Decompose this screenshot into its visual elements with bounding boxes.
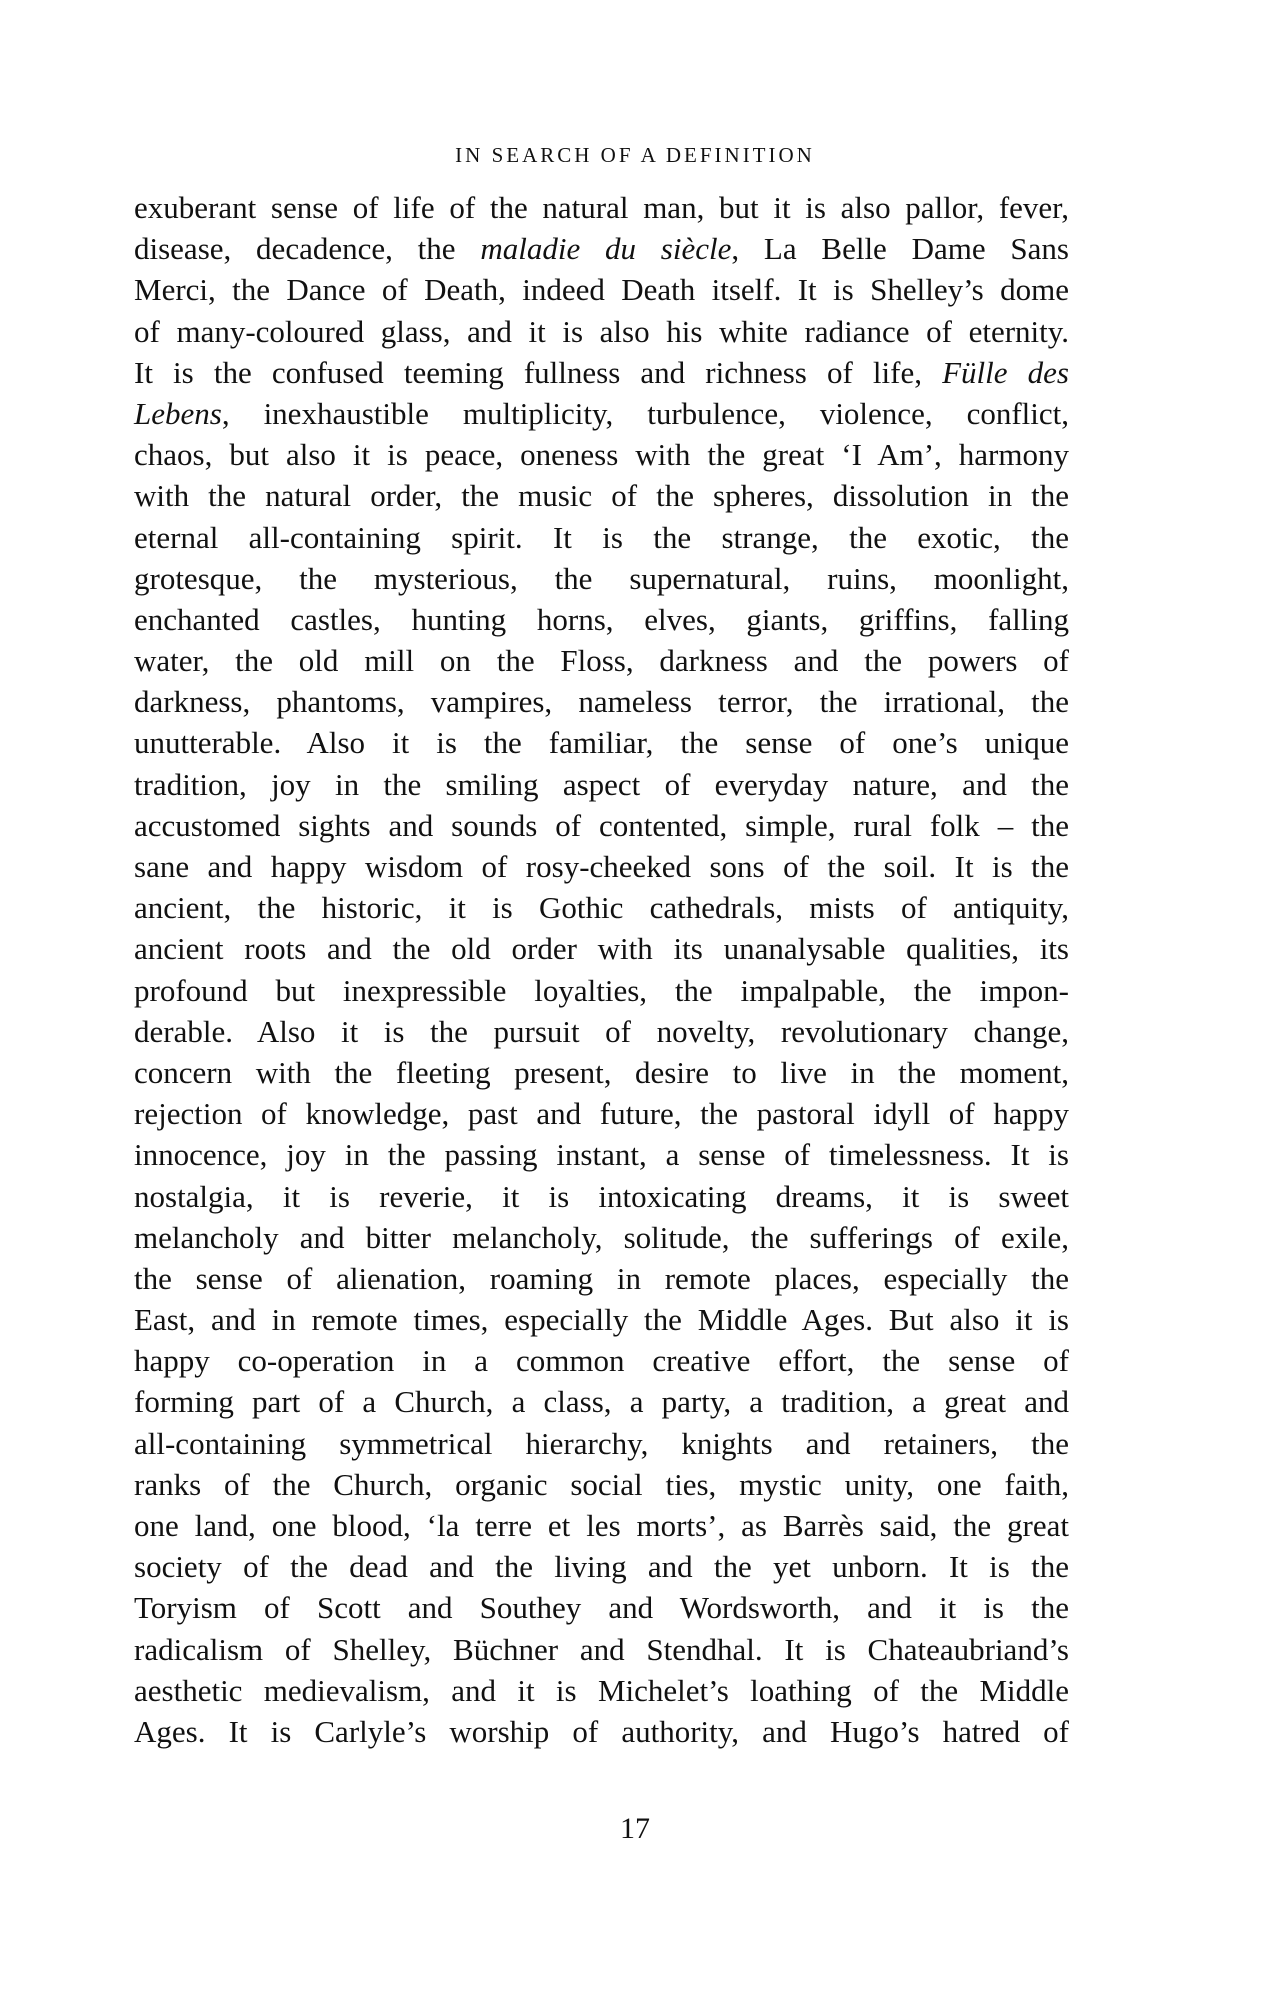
text-line: forming part of a Church, a class, a party, a tradition, a great and (134, 1384, 1069, 1420)
text-line: exuberant sense of life of the natural man, but it is also pallor, fever, (134, 190, 1069, 225)
text-line: East, and in remote times, especially the Middle Ages. But also it is (134, 1302, 1069, 1338)
text-line: unutterable. Also it is the familiar, the sense of one’s unique (134, 725, 1069, 761)
text-line: water, the old mill on the Floss, darkness and the powers of (134, 643, 1069, 679)
text-line: ancient roots and the old order with its unanalysable qualities, its (134, 931, 1069, 967)
page-number: 17 (620, 1812, 650, 1845)
text-line: with the natural order, the music of the spheres, dissolution in the (134, 478, 1069, 514)
text-line: happy co-operation in a common creative effort, the sense of (134, 1343, 1069, 1379)
italic-phrase: Lebens (134, 395, 222, 431)
text-line: of many-coloured glass, and it is also his white radiance of eternity. (134, 313, 1069, 349)
text-line: Ages. It is Carlyle’s worship of authority, and Hugo’s hatred of (134, 1713, 1069, 1749)
text-line: profound but inexpressible loyalties, the impalpable, the impon- (134, 972, 1069, 1008)
text-line: all-containing symmetrical hierarchy, knights and retainers, the (134, 1425, 1069, 1461)
text-line: society of the dead and the living and the yet unborn. It is the (134, 1549, 1069, 1585)
text-line: concern with the fleeting present, desire to live in the moment, (134, 1054, 1069, 1090)
text-line: tradition, joy in the smiling aspect of everyday nature, and the (134, 766, 1069, 802)
running-head: IN SEARCH OF A DEFINITION (455, 143, 815, 167)
text-line: grotesque, the mysterious, the supernatural, ruins, moonlight, (134, 560, 1069, 596)
text-line: melancholy and bitter melancholy, solitude, the sufferings of exile, (134, 1219, 1069, 1255)
italic-phrase: Fülle des (942, 354, 1069, 390)
text-line: sane and happy wisdom of rosy-cheeked sons of the soil. It is the (134, 849, 1069, 884)
text-line: disease, decadence, the maladie du siècle, La Belle Dame Sans (134, 231, 1069, 267)
text-line: darkness, phantoms, vampires, nameless terror, the irrational, the (134, 684, 1069, 720)
text-line: Merci, the Dance of Death, indeed Death itself. It is Shelley’s dome (134, 272, 1069, 308)
italic-phrase: maladie du siècle (480, 231, 732, 267)
text-line: It is the confused teeming fullness and richness of life, Fülle des (134, 354, 1069, 390)
text-line: chaos, but also it is peace, oneness with the great ‘I Am’, harmony (134, 437, 1069, 473)
text-line: the sense of alienation, roaming in remote places, especially the (134, 1260, 1069, 1296)
text-line: enchanted castles, hunting horns, elves, giants, griffins, falling (134, 601, 1069, 637)
text-line: ancient, the historic, it is Gothic cathedrals, mists of antiquity, (134, 890, 1069, 926)
text-line: derable. Also it is the pursuit of novelty, revolutionary change, (134, 1013, 1069, 1049)
text-line: aesthetic medievalism, and it is Michelet’s loathing of the Middle (134, 1672, 1069, 1708)
text-line: rejection of knowledge, past and future, the pastoral idyll of happy (134, 1096, 1069, 1132)
text-line: accustomed sights and sounds of contented, simple, rural folk – the (134, 807, 1069, 843)
body-text (134, 187, 1069, 1752)
text-line: innocence, joy in the passing instant, a sense of timelessness. It is (134, 1137, 1069, 1173)
text-line: radicalism of Shelley, Büchner and Stendhal. It is Chateaubriand’s (134, 1631, 1069, 1667)
text-line: Toryism of Scott and Southey and Wordsworth, and it is the (134, 1590, 1069, 1626)
text-line: ranks of the Church, organic social ties, mystic unity, one faith, (134, 1466, 1069, 1502)
text-line: one land, one blood, ‘la terre et les morts’, as Barrès said, the great (134, 1508, 1069, 1543)
text-line: eternal all-containing spirit. It is the strange, the exotic, the (134, 519, 1069, 555)
text-line: Lebens, inexhaustible multiplicity, turbulence, violence, conflict, (134, 395, 1069, 431)
text-line: nostalgia, it is reverie, it is intoxicating dreams, it is sweet (134, 1178, 1069, 1214)
